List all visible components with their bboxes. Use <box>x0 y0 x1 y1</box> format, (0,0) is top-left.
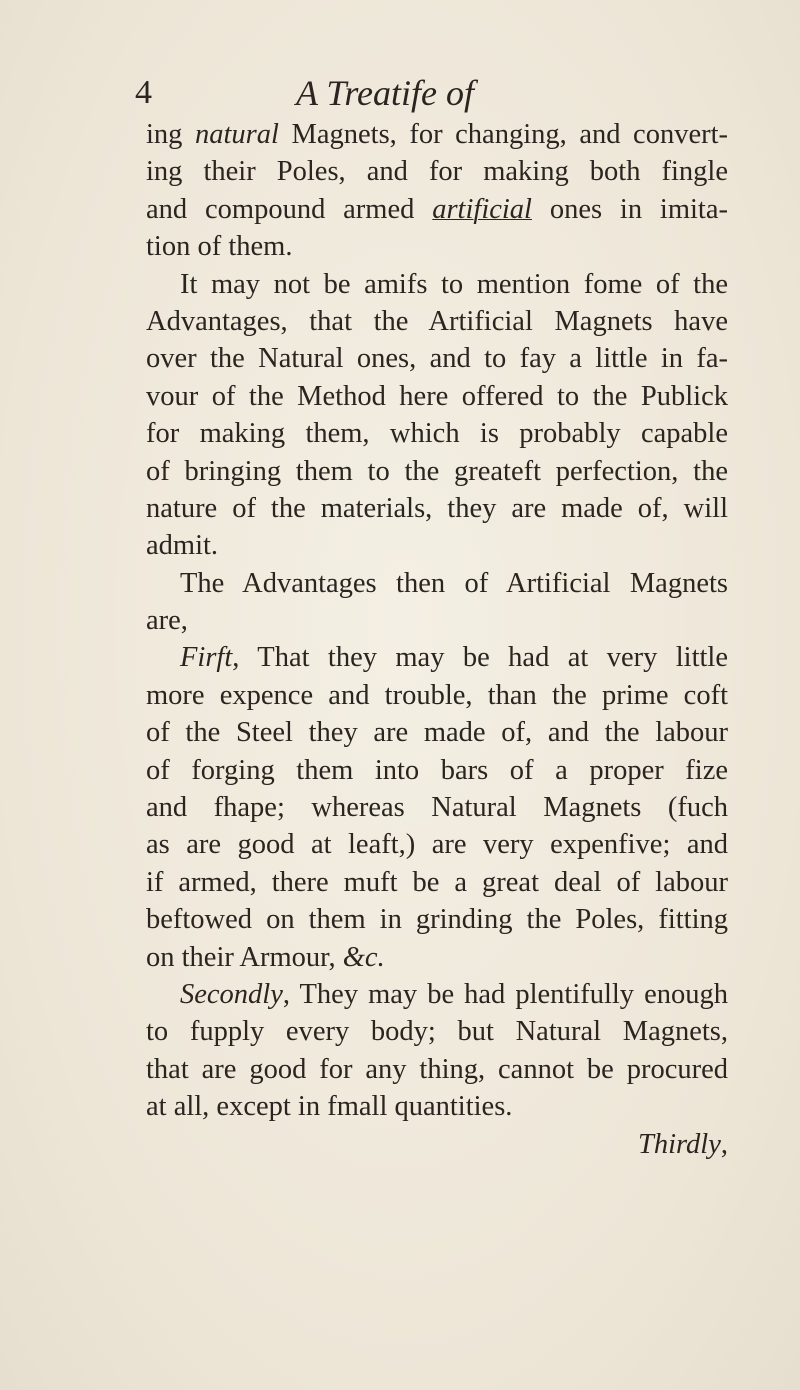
body-text <box>146 116 728 1163</box>
text-line: It may not be amifs to mention fome of the <box>180 268 728 300</box>
text-line: Advantages, that the Artificial Magnets have <box>146 305 728 337</box>
catchword: Thirdly, <box>638 1128 728 1160</box>
running-head: A Treatife of <box>296 73 475 113</box>
text-line: on their Armour, &c. <box>146 941 385 973</box>
text-line: for making them, which is probably capable <box>146 418 728 450</box>
text-line: at all, except in fmall quantities. <box>146 1091 513 1123</box>
text-line: of the Steel they are made of, and the labour <box>146 717 728 749</box>
page-header <box>0 68 800 118</box>
text-line: more expence and trouble, than the prime coft <box>146 679 728 711</box>
text-line: The Advantages then of Artificial Magnets <box>180 567 728 599</box>
text-line: of forging them into bars of a proper fize <box>146 754 728 786</box>
page-number: 4 <box>135 74 152 111</box>
text-line: tion of them. <box>146 231 293 263</box>
text-line: to fupply every body; but Natural Magnets, <box>146 1016 728 1048</box>
text-line: Firft, That they may be had at very little <box>180 642 728 674</box>
text-line: and fhape; whereas Natural Magnets (fuch <box>146 792 728 824</box>
text-line: ing their Poles, and for making both fingle <box>146 156 728 188</box>
text-line: Secondly, They may be had plentifully enough <box>180 978 728 1010</box>
text-line: are, <box>146 605 188 637</box>
text-line: vour of the Method here offered to the Publick <box>146 380 728 412</box>
text-line: ing natural Magnets, for changing, and convert- <box>146 119 728 150</box>
text-line: that are good for any thing, cannot be procured <box>146 1053 728 1085</box>
text-line: of bringing them to the greateft perfection, the <box>146 455 728 487</box>
text-line: if armed, there muft be a great deal of labour <box>146 866 728 898</box>
text-line: admit. <box>146 530 219 562</box>
text-line: nature of the materials, they are made of, will <box>146 492 728 524</box>
text-line: beftowed on them in grinding the Poles, fitting <box>146 904 728 936</box>
text-line: over the Natural ones, and to fay a little in fa- <box>146 343 728 375</box>
text-line: as are good at leaft,) are very expenfive; and <box>146 829 728 861</box>
text-line: and compound armed artificial ones in imita- <box>146 193 728 225</box>
